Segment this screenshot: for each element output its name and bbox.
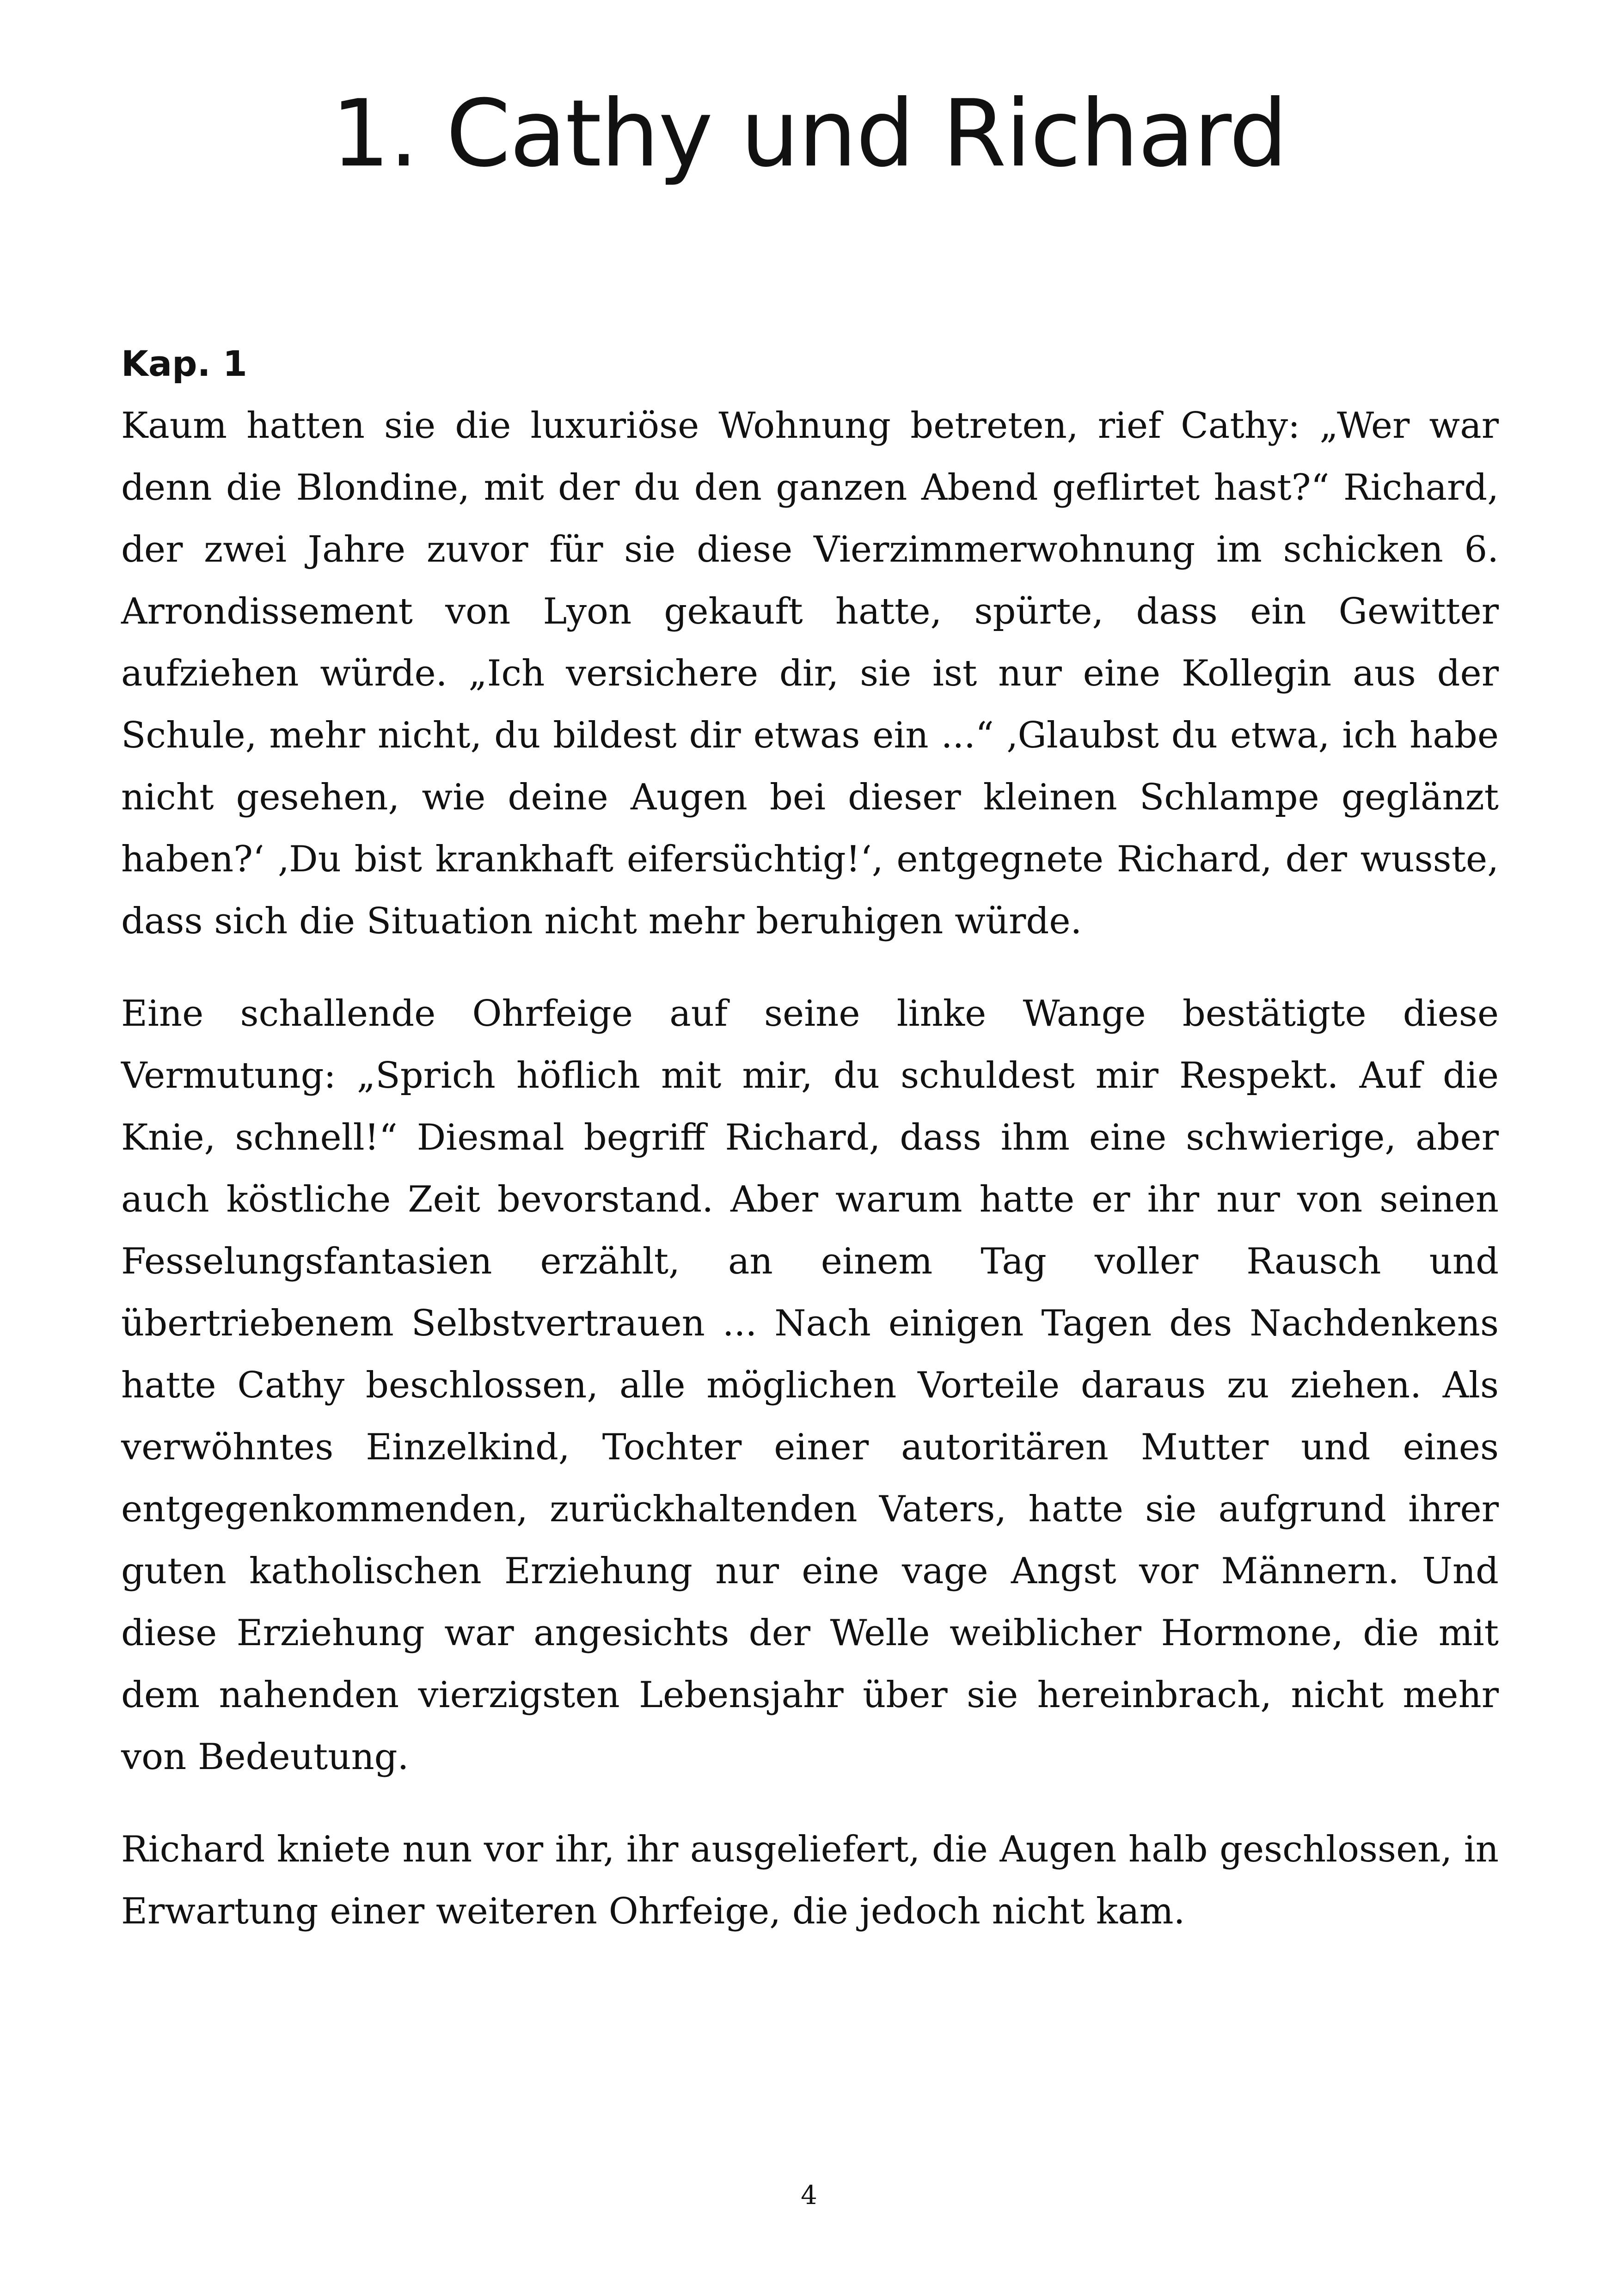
chapter-body — [121, 333, 1499, 1973]
section-label: Kap. 1 — [121, 343, 247, 384]
paragraph-2: Eine schallende Ohrfeige auf seine linke Wange bestätigte diese Vermutung: „Sprich höflich mit mir, du schuldest mir Respekt. Auf die Knie, schnell!“ Diesmal begriff Richard, dass ihm eine schwierige, aber auch köstliche Zeit bevorstand. Aber warum hatte er ihr nur von seinen Fesselungsfantasien erzählt, an einem Tag voller Rausch und übertriebenem Selbstvertrauen ... Nach einigen Tagen des Nachdenkens hatte Cathy beschlossen, alle möglichen Vorteile daraus zu ziehen. Als verwöhntes Einzelkind, Tochter einer autoritären Mutter und eines entgegenkommenden, zurückhaltenden Vaters, hatte sie aufgrund ihrer guten katholischen Erziehung nur eine vage Angst vor Männern. Und diese Erziehung war angesichts der Welle weiblicher Hormone, die mit dem nahenden vierzigsten Lebensjahr über sie hereinbrach, nicht mehr von Bedeutung. — [121, 993, 1499, 1778]
chapter-title: 1. Cathy und Richard — [331, 80, 1287, 188]
paragraph-1: Kaum hatten sie die luxuriöse Wohnung betreten, rief Cathy: „Wer war denn die Blondine, mit der du den ganzen Abend geflirtet hast?“ Richard, der zwei Jahre zuvor für sie diese Vierzimmerwohnung im schicken 6. Arrondissement von Lyon gekauft hatte, spürte, dass ein Gewitter aufziehen würde. „Ich versichere dir, sie ist nur eine Kollegin aus der Schule, mehr nicht, du bildest dir etwas ein ...“ ‚Glaubst du etwa, ich habe nicht gesehen, wie deine Augen bei dieser kleinen Schlampe geglänzt haben?‘ ‚Du bist krankhaft eifersüchtig!‘, entgegnete Richard, der wusste, dass sich die Situation nicht mehr beruhigen würde. — [121, 405, 1499, 942]
page-number: 4 — [801, 2180, 817, 2210]
paragraph-3: Richard kniete nun vor ihr, ihr ausgeliefert, die Augen halb geschlossen, in Erwartung einer weiteren Ohrfeige, die jedoch nicht kam. — [121, 1829, 1499, 1932]
